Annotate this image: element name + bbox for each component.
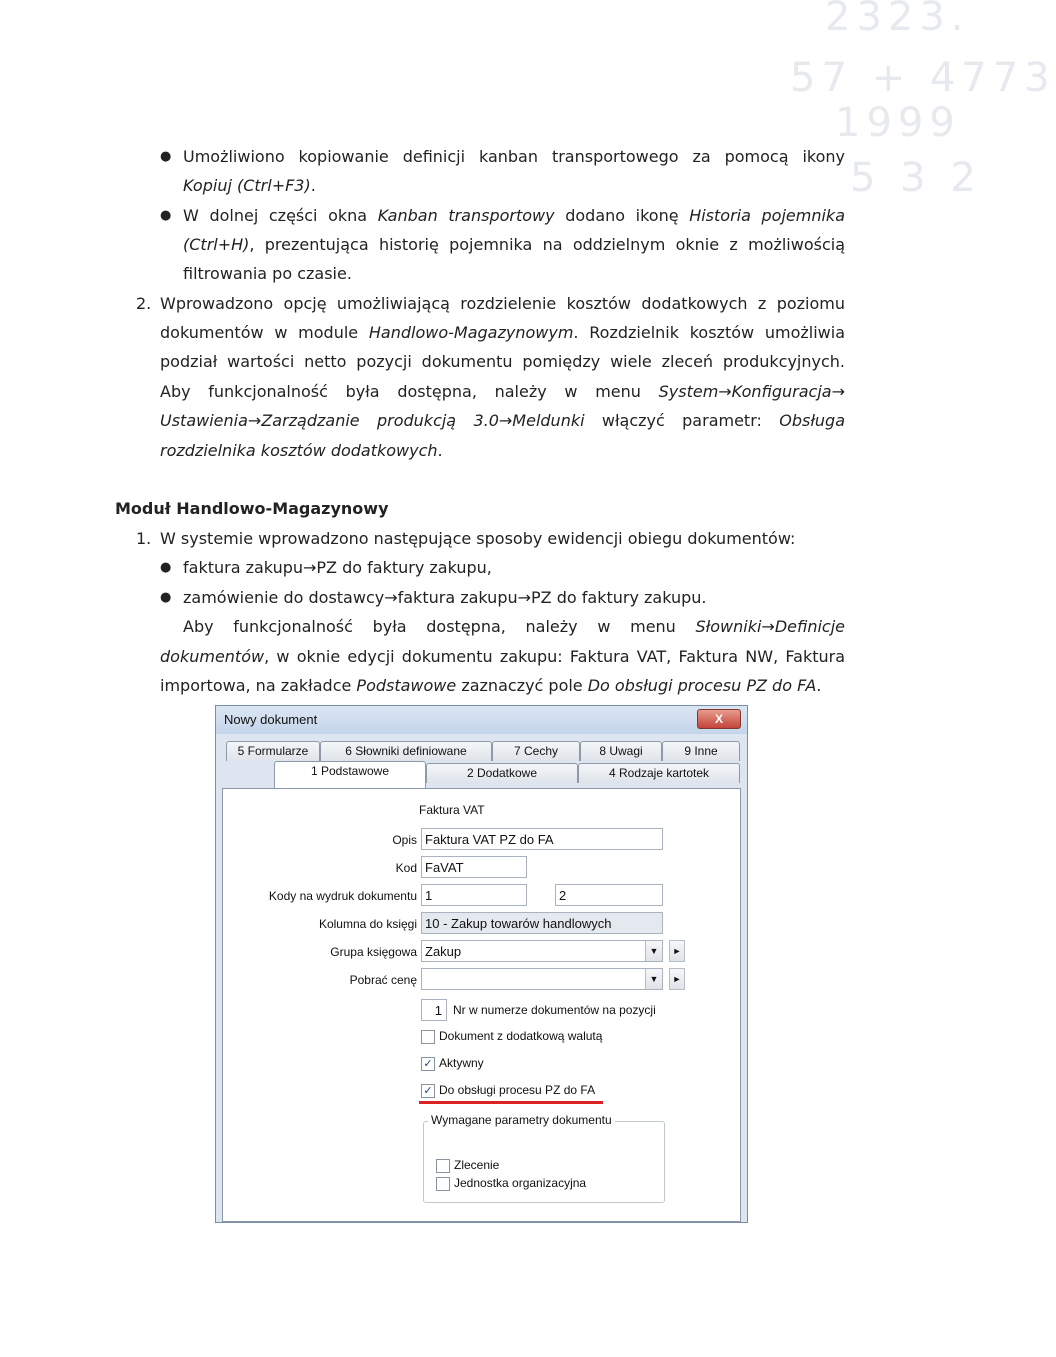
kolumna-label: Kolumna do księgi [318,917,417,931]
kody-wydruk-label: Kody na wydruk dokumentu [268,889,417,903]
highlight-underline [419,1101,603,1104]
kody-wydruk-field-2[interactable]: 2 [555,884,663,906]
paragraph-line: Umożliwiono kopiowanie definicji kanban transportowego za pomocą ikony [183,147,845,166]
kod-field[interactable]: FaVAT [421,856,527,878]
kod-label: Kod [395,861,417,875]
watermark-text: 57 + 4773 [790,55,1056,101]
close-button[interactable]: X [697,709,741,729]
zlecenie-checkbox[interactable] [436,1159,450,1173]
paragraph-line: Aby funkcjonalność była dostępna, należy w menu Słowniki→Definicje [183,617,845,636]
waluta-checkbox[interactable] [421,1030,435,1044]
aktywny-checkbox[interactable]: ✓ [421,1057,435,1071]
paragraph-line: dokumentów, w oknie edycji dokumentu zakupu: Faktura VAT, Faktura NW, Faktura [160,647,845,666]
list-number: 2. [136,294,152,313]
paragraph-line: W systemie wprowadzono następujące sposoby ewidencji obiegu dokumentów: [160,529,796,548]
new-document-dialog [215,705,748,1223]
dialog-title: Nowy dokument [224,712,318,727]
aktywny-label: Aktywny [439,1056,484,1070]
jednostka-label: Jednostka organizacyjna [454,1176,587,1190]
tab-panel-podstawowe [222,788,741,1222]
dialog-titlebar [216,706,747,734]
tab-inne[interactable]: 9 Inne [662,741,740,761]
required-params-group [423,1113,665,1203]
paragraph-line: (Ctrl+H), prezentująca historię pojemnika na oddzielnym oknie z możliwością [183,235,845,254]
dropdown-arrow-icon[interactable]: ▼ [645,969,662,989]
paragraph-line: Ustawienia→Zarządzanie produkcją 3.0→Meldunki włączyć parametr: Obsługa [160,411,846,430]
watermark-text: 5 3 2 [850,155,982,201]
tab-dodatkowe[interactable]: 2 Dodatkowe [426,763,578,783]
tab-rodzaje-kartotek[interactable]: 4 Rodzaje kartotek [578,763,740,783]
pz-fa-label: Do obsługi procesu PZ do FA [439,1083,596,1097]
grupa-value: Zakup [425,944,462,959]
grupa-expand-icon[interactable]: ► [669,940,685,962]
list-number: 1. [136,529,152,548]
bullet-dot: ● [160,208,172,223]
kody-wydruk-field-1[interactable]: 1 [421,884,527,906]
tab-formularze[interactable]: 5 Formularze [226,741,320,761]
numer-field[interactable]: 1 [421,999,447,1021]
watermark-text: 2323. [825,0,970,40]
bullet-dot: ● [160,590,172,605]
paragraph-line: rozdzielnika kosztów dodatkowych. [160,441,443,460]
tab-strip [224,737,739,789]
grupa-combo[interactable] [421,940,663,962]
cena-label: Pobrać cenę [349,973,417,987]
corner-watermark [730,0,1056,220]
group-label: Wymagane parametry dokumentu [428,1113,615,1127]
section-heading: Moduł Handlowo-Magazynowy [115,499,389,518]
paragraph-line: dokumentów w module Handlowo-Magazynowym. Rozdzielnik kosztów umożliwia [160,323,846,342]
dropdown-arrow-icon[interactable]: ▼ [645,941,662,961]
cena-combo[interactable] [421,968,663,990]
paragraph-line: Wprowadzono opcję umożliwiającą rozdzielenie kosztów dodatkowych z poziomu [160,294,845,313]
pz-fa-checkbox[interactable]: ✓ [421,1084,435,1098]
opis-field[interactable]: Faktura VAT PZ do FA [421,828,663,850]
paragraph-line: W dolnej części okna Kanban transportowy dodano ikonę Historia pojemnika [183,206,845,225]
paragraph-line: filtrowania po czasie. [183,264,352,283]
tab-podstawowe[interactable]: 1 Podstawowe [274,761,426,789]
paragraph-line: podział wartości netto pozycji dokumentu pomiędzy wiele zleceń produkcyjnych. [160,352,845,371]
opis-label: Opis [392,833,417,847]
paragraph-line: importowa, na zakładce Podstawowe zaznaczyć pole Do obsługi procesu PZ do FA. [160,676,822,695]
cena-expand-icon[interactable]: ► [669,968,685,990]
bullet-dot: ● [160,560,172,575]
bullet-dot: ● [160,149,172,164]
tab-uwagi[interactable]: 8 Uwagi [580,741,662,761]
grupa-label: Grupa księgowa [330,945,417,959]
jednostka-checkbox[interactable] [436,1177,450,1191]
paragraph-line: faktura zakupu→PZ do faktury zakupu, [183,558,492,577]
tab-slowniki-definiowane[interactable]: 6 Słowniki definiowane [320,741,492,761]
paragraph-line: Aby funkcjonalność była dostępna, należy w menu System→Konfiguracja→ [160,382,845,401]
kolumna-field[interactable]: 10 - Zakup towarów handlowych [421,912,663,934]
watermark-text: 1999 [835,100,961,146]
zlecenie-label: Zlecenie [454,1158,500,1172]
document-type-label: Faktura VAT [419,803,485,817]
tab-cechy[interactable]: 7 Cechy [492,741,580,761]
paragraph-line: Kopiuj (Ctrl+F3). [183,176,316,195]
waluta-label: Dokument z dodatkową walutą [439,1029,603,1043]
paragraph-line: zamówienie do dostawcy→faktura zakupu→PZ do faktury zakupu. [183,588,707,607]
numer-label: Nr w numerze dokumentów na pozycji [453,1003,656,1017]
